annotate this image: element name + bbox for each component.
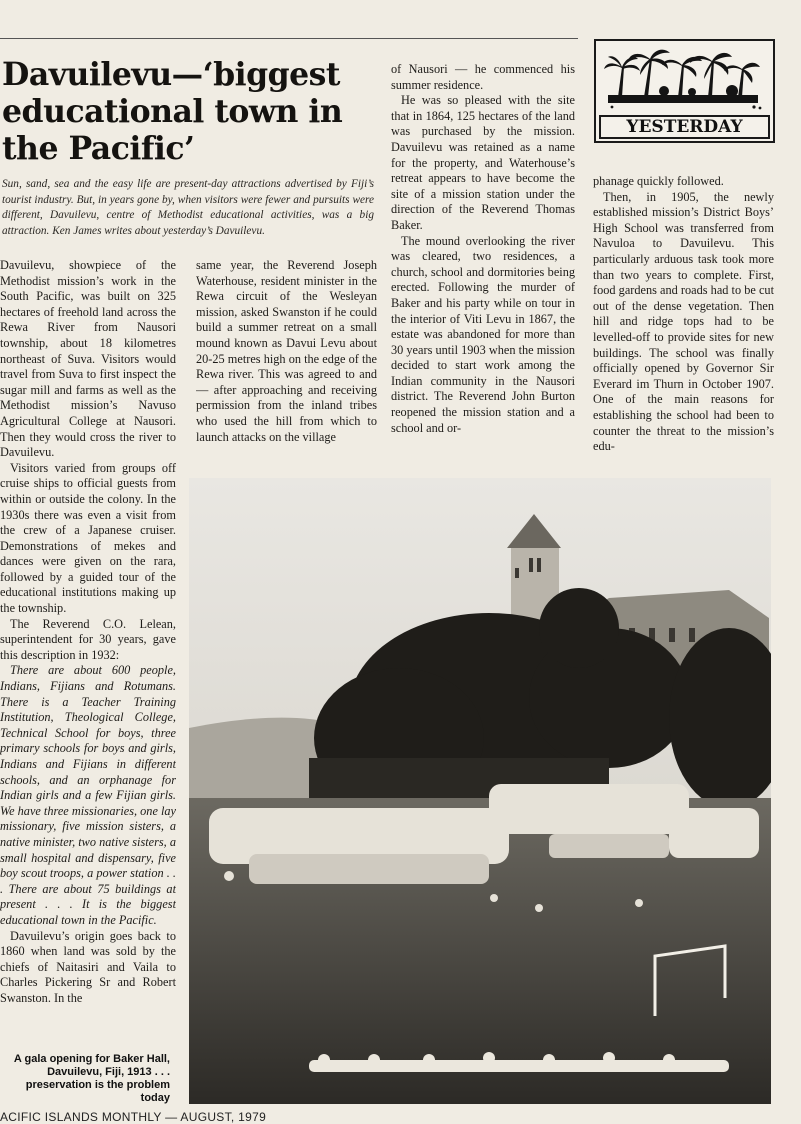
article-column-1 <box>0 258 176 1007</box>
palm-trees-icon <box>604 47 764 113</box>
badge-label: YESTERDAY <box>599 115 770 139</box>
article-column-3 <box>391 62 575 436</box>
paragraph: The Reverend C.O. Lelean, superintendent for 30 years, gave this description in 1932: <box>0 616 176 662</box>
article-column-4 <box>593 174 774 455</box>
paragraph: phanage quickly followed. <box>593 174 724 188</box>
article-column-2 <box>196 258 377 445</box>
standfirst: Sun, sand, sea and the easy life are present-day attractions advertised by Fiji’s tourist industry. But, in years gone by, when visitors were fewer and pursuits were different, Davuilevu, centre of Methodist educational activities, was a big attraction. Ken James writes about yesterday’s Davuilevu. <box>2 178 374 237</box>
paragraph: Davuilevu’s origin goes back to 1860 when land was sold by the chiefs of Naitasiri and Vaila to Charles Pickering Sr and Robert Swanston. In the <box>0 928 176 1005</box>
historical-photo <box>189 478 771 1104</box>
photo-caption: A gala opening for Baker Hall, Davuilevu, Fiji, 1913 . . . preservation is the problem today <box>13 1053 170 1104</box>
page-footer: ACIFIC ISLANDS MONTHLY — AUGUST, 1979 <box>0 1110 267 1124</box>
yesterday-badge <box>594 39 775 143</box>
quoted-description: There are about 600 people, Indians, Fijians and Rotumans. There is a Teacher Training Institution, Theological College, Technical School for boys, three primary schools for boys and girls, Indians and Fijians in different schools, and an orphanage for Indian girls and a few Fijian girls. We have three missionaries, one lay missionary, five mission sisters, a native minister, two native sisters, a small hospital and dispensary, five boy scout troops, a power station . . . There are about 75 buildings at present . . . It is the biggest educational town in the Pacific. <box>0 663 176 927</box>
top-rule <box>0 38 578 39</box>
paragraph: of Nausori — he commenced his summer residence. <box>391 62 575 92</box>
paragraph: Then, in 1905, the newly established mission’s District Boys’ High School was transferred from Navuloa to Davuilevu. This particularly arduous task took more than two years to complete. First, food gardens and roads had to be cut out of the dense vegetation. Then hill and ridge tops had to be levelled-off to provide sites for new buildings. The school was finally officially opened by Governor Sir Everard im Thurn in October 1907. One of the main reasons for establishing the school had been to counter the threat to the mission’s edu- <box>593 189 774 454</box>
paragraph: He was so pleased with the site that in 1864, 125 hectares of the land was purchased by the mission. Davuilevu was retained as a name for the property, and Waterhouse’s retreat appears to have become the site of a mission station under the direction of the Reverend Thomas Baker. <box>391 93 575 232</box>
paragraph: same year, the Reverend Joseph Waterhouse, resident minister in the Rewa circuit of the Wesleyan mission, asked Swanston if he could build a summer retreat on a small mound known as Davui Levu about 20-25 metres high on the edge of the Rewa river. This was agreed to and — after approaching and receiving permission from the inland tribes who used the hill from which to launch attacks on the village <box>196 258 377 444</box>
paragraph: The mound overlooking the river was cleared, two residences, a church, school and dormitories being erected. Following the murder of Baker and his party while on tour in the interior of Viti Levu in 1867, the estate was abandoned for more than 30 years until 1903 when the mission decided to start work among the Indian community in the Nausori district. The Reverend John Burton reopened the mission station and a school and or- <box>391 233 575 435</box>
paragraph: Davuilevu, showpiece of the Methodist mission’s work in the South Pacific, was built on 325 hectares of freehold land across the Rewa River from Nausori township, about 18 kilometres northeast of Suva. Visitors would travel from Suva to first inspect the sugar mill and farms as well as the Methodist mission’s Navuso Agricultural College at Nausori. Then they would cross the river to Davuilevu. <box>0 258 176 460</box>
paragraph: Visitors varied from groups off cruise ships to official guests from within or outside the colony. In the 1930s there was even a visit from the crew of a Japanese cruiser. Demonstrations of mekes and dances were given on the rara, followed by a guided tour of the educational institutions making up the township. <box>0 460 176 616</box>
headline: Davuilevu—‘biggest educational town in the Pacific’ <box>2 56 343 167</box>
